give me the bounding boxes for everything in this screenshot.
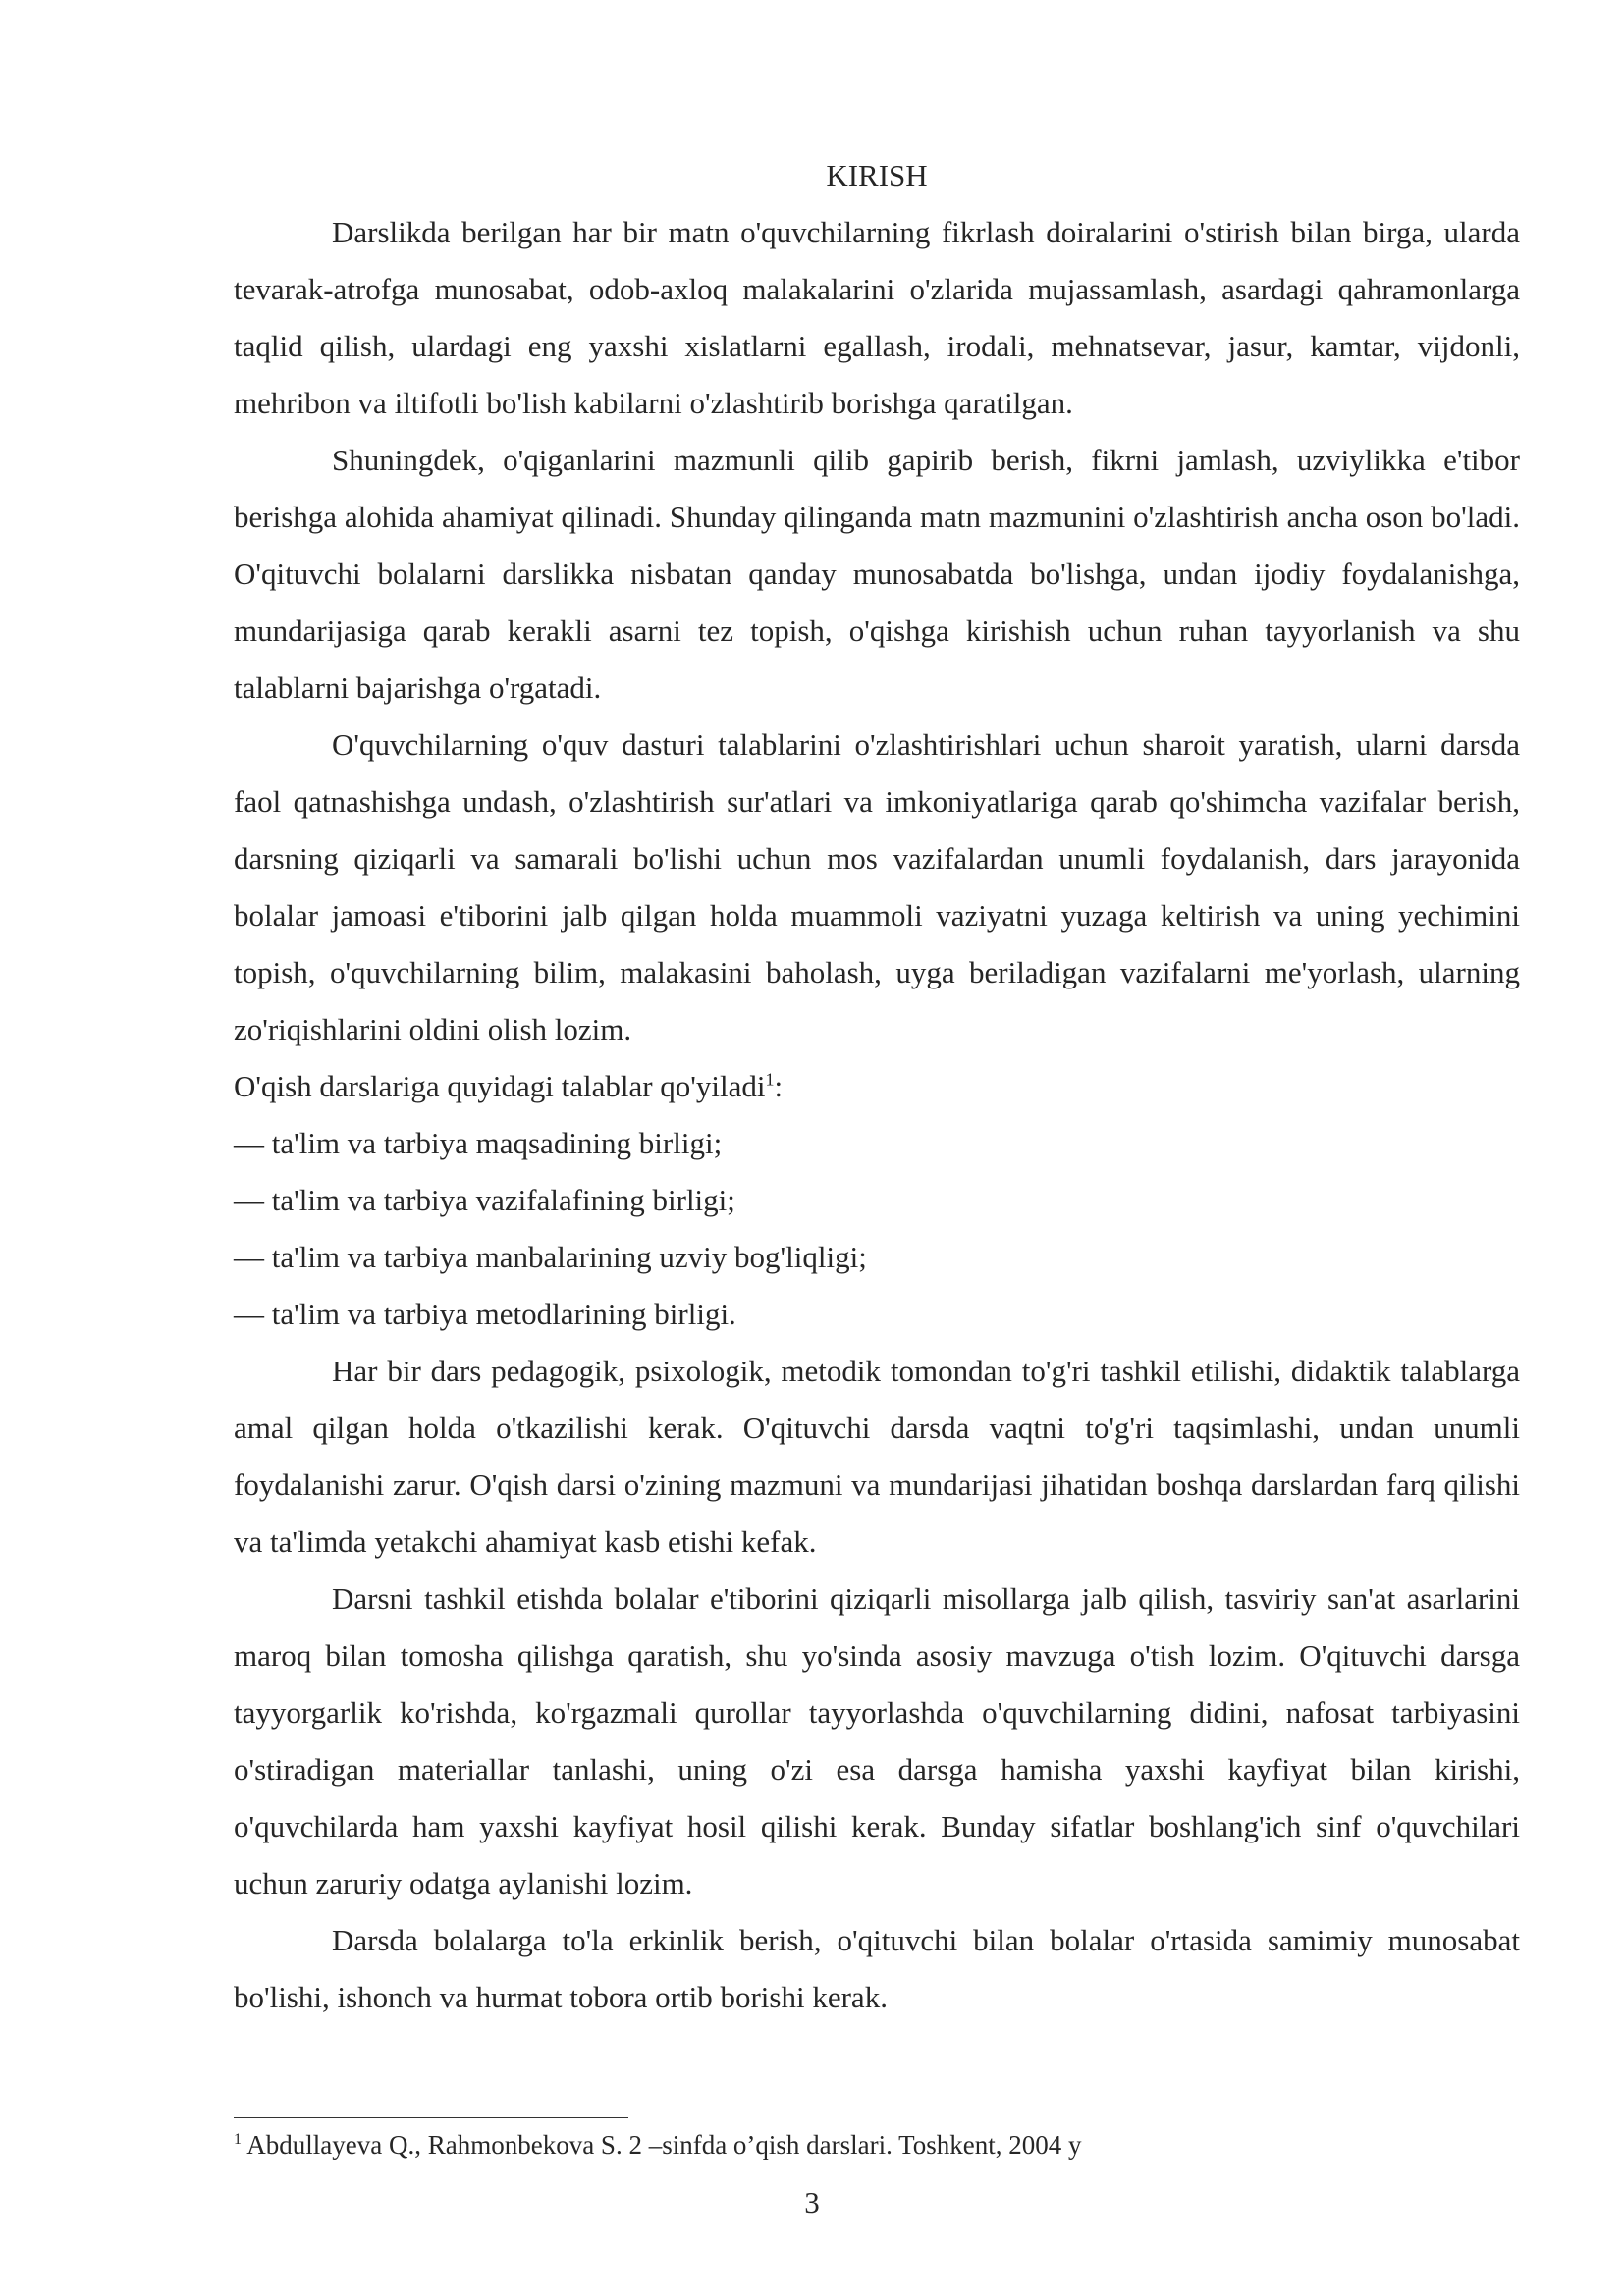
list-item: — ta'lim va tarbiya metodlarining birligi.	[234, 1297, 736, 1331]
paragraph-6: Darsda bolalarga to'la erkinlik berish, o'qituvchi bilan bolalar o'rtasida samimiy munosabat bo'lishi, ishonch va hurmat tobora ortib borishi kerak.	[234, 1923, 1520, 2014]
paragraph-1: Darslikda berilgan har bir matn o'quvchilarning fikrlash doiralarini o'stirish bilan birga, ularda tevarak-atrofga munosabat, odob-axloq malakalarini o'zlarida mujassamlash, asardagi qahramonlarga taqlid qilish, ulardagi eng yaxshi xislatlarni egallash, irodali, mehnatsevar, jasur, kamtar, vijdonli, mehribon va iltifotli bo'lish kabilarni o'zlashtirib borishga qaratilgan.	[234, 215, 1520, 420]
page-title: KIRISH	[826, 158, 928, 192]
footnote-separator	[234, 2117, 628, 2118]
list-item: — ta'lim va tarbiya maqsadining birligi;	[234, 1126, 723, 1160]
page-content	[234, 147, 1520, 2026]
requirements-intro-colon: :	[774, 1069, 784, 1103]
requirements-list	[234, 1115, 1520, 1343]
footnote-marker: 1	[234, 2131, 242, 2148]
list-item: — ta'lim va tarbiya vazifalafining birligi;	[234, 1183, 735, 1217]
requirements-intro-text: O'qish darslariga quyidagi talablar qo'yiladi	[234, 1069, 766, 1103]
footnote-text: Abdullayeva Q., Rahmonbekova S. 2 –sinfda o’qish darslari. Toshkent, 2004 y	[242, 2130, 1082, 2160]
requirements-intro	[234, 1058, 1520, 1115]
paragraph-2: Shuningdek, o'qiganlarini mazmunli qilib gapirib berish, fikrni jamlash, uzviylikka e'tibor berishga alohida ahamiyat qilinadi. Shunday qilinganda matn mazmunini o'zlashtirish ancha oson bo'ladi. O'qituvchi bolalarni darslikka nisbatan qanday munosabatda bo'lishga, undan ijodiy foydalanishga, mundarijasiga qarab kerakli asarni tez topish, o'qishga kirishish uchun ruhan tayyorlanish va shu talablarni bajarishga o'rgatadi.	[234, 443, 1520, 705]
page-number: 3	[804, 2185, 820, 2219]
paragraph-3: O'quvchilarning o'quv dasturi talablarini o'zlashtirishlari uchun sharoit yaratish, ularni darsda faol qatnashishga undash, o'zlashtirish sur'atlari va imkoniyatlariga qarab qo'shimcha vazifalar berish, darsning qiziqarli va samarali bo'lishi uchun mos vazifalardan unumli foydalanish, dars jarayonida bolalar jamoasi e'tiborini jalb qilgan holda muammoli vaziyatni yuzaga keltirish va uning yechimini topish, o'quvchilarning bilim, malakasini baholash, uyga beriladigan vazifalarni me'yorlash, ularning zo'riqishlarini oldini olish lozim.	[234, 727, 1520, 1046]
footnote-reference[interactable]: 1	[765, 1069, 775, 1090]
list-item: — ta'lim va tarbiya manbalarining uzviy bog'liqligi;	[234, 1240, 867, 1274]
paragraph-5: Darsni tashkil etishda bolalar e'tiborini qiziqarli misollarga jalb qilish, tasviriy san'at asarlarini maroq bilan tomosha qilishga qaratish, shu yo'sinda asosiy mavzuga o'tish lozim. O'qituvchi darsga tayyorgarlik ko'rishda, ko'rgazmali qurollar tayyorlashda o'quvchilarning didini, nafosat tarbiyasini o'stiradigan materiallar tanlashi, uning o'zi esa darsga hamisha yaxshi kayfiyat bilan kirishi, o'quvchilarda ham yaxshi kayfiyat hosil qilishi kerak. Bunday sifatlar boshlang'ich sinf o'quvchilari uchun zaruriy odatga aylanishi lozim.	[234, 1581, 1520, 1900]
paragraph-4: Har bir dars pedagogik, psixologik, metodik tomondan to'g'ri tashkil etilishi, didaktik talablarga amal qilgan holda o'tkazilishi kerak. O'qituvchi darsda vaqtni to'g'ri taqsimlashi, undan unumli foydalanishi zarur. O'qish darsi o'zining mazmuni va mundarijasi jihatidan boshqa darslardan farq qilishi va ta'limda yetakchi ahamiyat kasb etishi kefak.	[234, 1354, 1520, 1559]
footnote	[234, 2128, 1520, 2162]
